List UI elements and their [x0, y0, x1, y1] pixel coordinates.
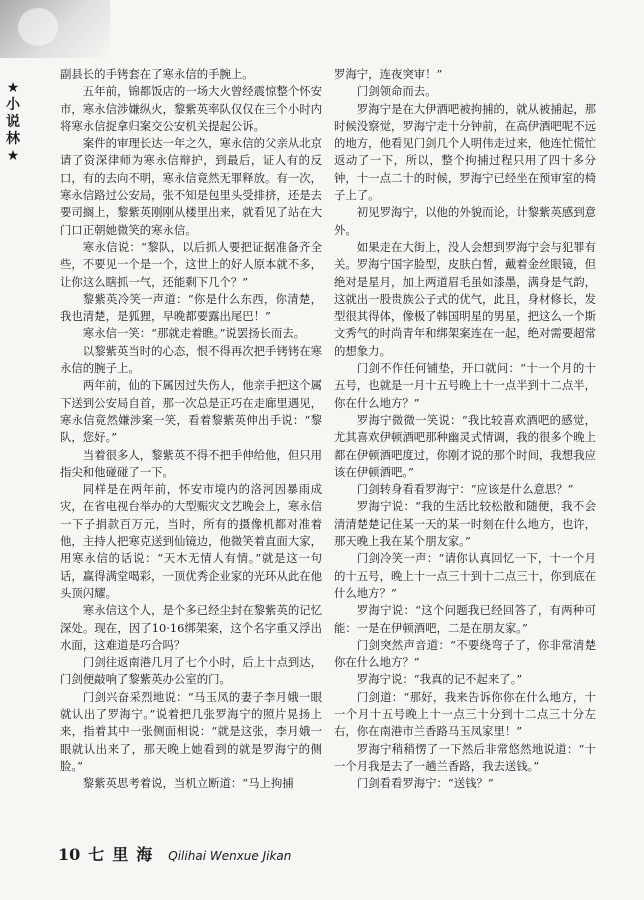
- section-label-char: 小: [6, 97, 20, 113]
- paragraph: 两年前，仙的下属因过失伤人，他亲手把这个属下送到公安局自首，那一次总是正巧在走廊里遇见，寒永信竟然嫌涉案一笑，看着黎紫英伸出手说：“黎队，您好。”: [60, 378, 323, 445]
- paragraph: 门剑道：“那好，我来告诉你你在什么地方，十一个月十五号晚上十一点三十分到十二点三十分左右，你在南港市兰香路马玉凤家里！”: [334, 689, 596, 739]
- paragraph: 门剑兴奋采烈地说：“马玉凤的妻子李月娥一眼就认出了罗海宁。”说着把几张罗海宁的照片晃扬上来，指着其中一张侧面相说：“就是这张，李月娥一眼就认出来了，那天晚上她看到的就是罗海宁的侧脸。”: [60, 689, 322, 773]
- paragraph: 如果走在大街上，没人会想到罗海宁会与犯罪有关。罗海宁国字脸型，皮肤白皙，戴着金丝眼镜，但绝对是星月，加上两道眉毛虽如漆墨，满身是气韵，这就出一股贵族公子式的优气，此且，身材修长，发型很其得体，像极了韩国明星的男星，把这么一个斯文秀气的时尚青年和绑架案连在一起，绝对需要超常的想象力。: [334, 239, 597, 358]
- corner-decoration-image: [0, 0, 110, 58]
- left-text-column: [60, 66, 322, 792]
- paragraph: 副县长的手铐套在了寒永信的手腕上。: [60, 67, 254, 81]
- paragraph: 门剑转身看看罗海宁：“应该是什么意思？”: [356, 482, 574, 497]
- section-label-char: 林: [6, 131, 20, 147]
- paragraph: 初见罗海宁，以他的外貌而论，计黎紫英感到意外。: [334, 205, 597, 237]
- paragraph: 寒永信一笑：“那就走着瞧。”说罢扬长而去。: [82, 326, 306, 341]
- paragraph: 门剑冷笑一声：“请你认真回忆一下，十一个月的十五号，晚上十一点三十到十二点三十，你到底在什么地方？”: [334, 551, 596, 600]
- star-icon: ★: [6, 80, 20, 96]
- paragraph: 五年前，锦都饭店的一场大火曾经震惊整个怀安市，寒永信涉嫌纵火，黎紫英率队仅仅在三个小时内将寒永信捉拿归案交公安机关提起公诉。: [60, 84, 323, 133]
- paragraph: 门剑看看罗海宁：“送钱？”: [356, 776, 494, 791]
- right-text-column: [334, 66, 596, 792]
- paragraph: 门剑突然声音道：“不要绕弯子了，你非常清楚你在什么地方？”: [334, 637, 596, 670]
- page-number: 10: [58, 845, 81, 864]
- paragraph: 当着很多人，黎紫英不得不把手伸给他，但只用指尖和他碰碰了一下。: [60, 447, 323, 479]
- section-label-char: 说: [6, 114, 20, 130]
- paragraph: 门剑不作任何铺垫，开口就问：“十一个月的十五号，也就是一月十五号晚上十一点半到十二点半，你在什么地方？”: [334, 361, 596, 410]
- section-label: [4, 80, 22, 165]
- paragraph: 罗海宁说：“这个问题我已经回答了，有两种可能：一是在伊顿酒吧，二是在朋友家。”: [334, 603, 596, 635]
- paragraph: 寒永信这个人，是个多已经尘封在黎紫英的记忆深处。现在，因了10·16绑架案，这个名字重又浮出水面，这难道是巧合吗？: [60, 603, 323, 652]
- paragraph: 罗海宁，连夜突审！”: [334, 67, 443, 81]
- paragraph: 罗海宁说：“我的生活比较松散和随便，我不会清清楚楚记住某一天的某一时刻在什么地方，也许，那天晚上我在某个朋友家。”: [334, 499, 596, 549]
- magazine-title: 七里海: [88, 845, 161, 864]
- paragraph: 门剑往返南港几月了七个小时，后上十点到达，门剑便敲响了黎紫英办公室的门。: [60, 655, 323, 687]
- paragraph: 罗海宁微微一笑说：“我比较喜欢酒吧的感觉，尤其喜欢伊顿酒吧那种幽灵式情调，我的很多个晚上都在伊顿酒吧度过，你刚才说的那个时间，我想我应该在伊顿酒吧。”: [334, 412, 596, 479]
- paragraph: 黎紫英思考着说，当机立断道：“马上拘捕: [82, 776, 294, 791]
- magazine-title-pinyin: Qilihai Wenxue Jikan: [168, 849, 292, 863]
- paragraph: 门剑领命而去。: [356, 84, 437, 99]
- page-footer: [58, 842, 291, 862]
- paragraph: 案件的审理长达一年之久，寒永信的父亲从北京请了资深律师为寒永信辩护，到最后，证人有的反口，有的去向不明，寒永信竟然无罪释放。有一次，寒永信路过公安局，张不知是包里头受排挤，还是去要司搁上，黎紫英刚刚从楼里出来，就看见了站在大门口正朝她微笑的寒永信。: [60, 136, 323, 237]
- paragraph: 寒永信说：“黎队，以后抓人要把证据准备齐全些，不要见一个是一个，这世上的好人原本就不多，让你这么瞎抓一气，还能剩下几个？”: [60, 239, 322, 289]
- paragraph: 罗海宁是在大伊酒吧被拘捕的，就从被捕起，那时候没察觉，罗海宁走十分钟前，在高伊酒吧呢不远的地方，他看见门剑几个人明伟走过来，他连忙慌忙返动了一下，所以，整个拘捕过程只用了四十多分钟，十一点二十的时候，罗海宁已经坐在预审室的椅子上了。: [334, 101, 597, 203]
- paragraph: 以黎紫英当时的心态，恨不得再次把手铐铐在寒永信的腕子上。: [60, 343, 323, 376]
- paragraph: 罗海宁说：“我真的记不起来了。”: [356, 672, 523, 687]
- paragraph: 罗海宁稍稍愣了一下然后非常悠然地说道：“十一个月我是去了一趟兰香路，我去送钱。”: [334, 741, 596, 773]
- paragraph: 同样是在两年前，怀安市境内的洛河因暴雨成灾，在省电视台举办的大型赈灾文艺晚会上，寒永信一下子捐款百万元，当时，所有的摄像机都对准着他，主持人把寒克送到仙镜边，他微笑着直面大家，用寒永信的话说：“天木无情人有情。”就是这一句话，赢得满堂喝彩，一顶优秀企业家的光环从此在他头顶闪耀。: [60, 482, 322, 600]
- paragraph: 黎紫英冷笑一声道：“你是什么东西，你清楚，我也清楚，是狐狸，早晚都要露出尾巴！”: [60, 291, 322, 324]
- star-icon: ★: [6, 148, 20, 164]
